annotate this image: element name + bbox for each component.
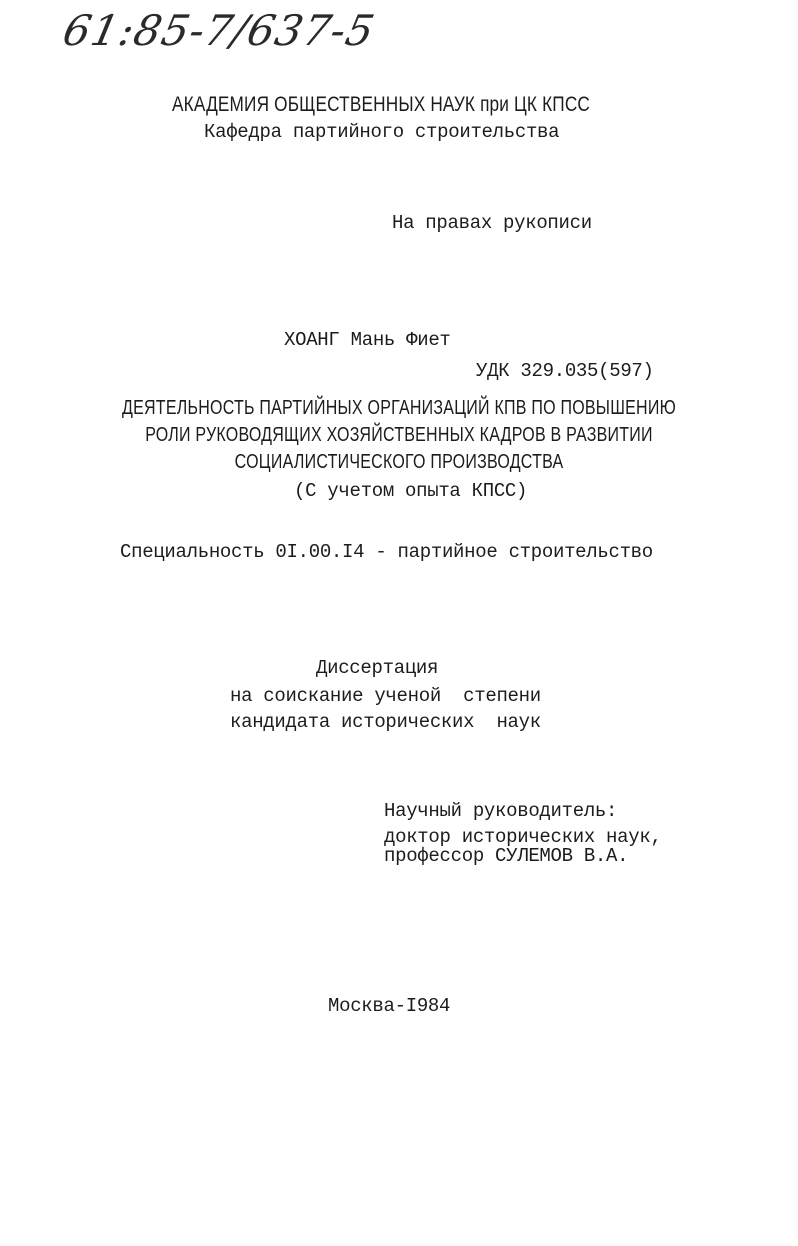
department-name: Кафедра партийного строительства: [204, 121, 560, 143]
title-line-1: ДЕЯТЕЛЬНОСТЬ ПАРТИЙНЫХ ОРГАНИЗАЦИЙ КПВ ПО ПОВЫШЕНИЮ: [122, 397, 676, 419]
supervisor-degree: доктор исторических наук,: [384, 826, 662, 848]
place-and-year: Москва-I984: [328, 995, 451, 1017]
title-line-3: СОЦИАЛИСТИЧЕСКОГО ПРОИЗВОДСТВА: [234, 451, 564, 473]
degree-field: кандидата исторических наук: [230, 711, 541, 733]
dissertation-label: Диссертация: [316, 657, 439, 679]
title-line-2: РОЛИ РУКОВОДЯЩИХ ХОЗЯЙСТВЕННЫХ КАДРОВ В РАЗВИТИИ: [145, 424, 653, 446]
specialty-line: Специальность 0I.00.I4 - партийное строительство: [120, 541, 653, 563]
supervisor-name: профессор СУЛЕМОВ В.А.: [384, 845, 629, 867]
supervisor-label: Научный руководитель:: [384, 800, 618, 822]
manuscript-note: На правах рукописи: [392, 212, 592, 234]
author-name: ХОАНГ Мань Фиет: [284, 329, 451, 351]
handwritten-archive-code: 61:85-7/637-5: [58, 6, 380, 55]
udc-code: УДК 329.035(597): [476, 360, 654, 382]
institution-name: АКАДЕМИЯ ОБЩЕСТВЕННЫХ НАУК при ЦК КПСС: [172, 93, 591, 116]
degree-sought: на соискание ученой степени: [230, 685, 541, 707]
title-subtitle: (С учетом опыта КПСС): [294, 480, 528, 502]
